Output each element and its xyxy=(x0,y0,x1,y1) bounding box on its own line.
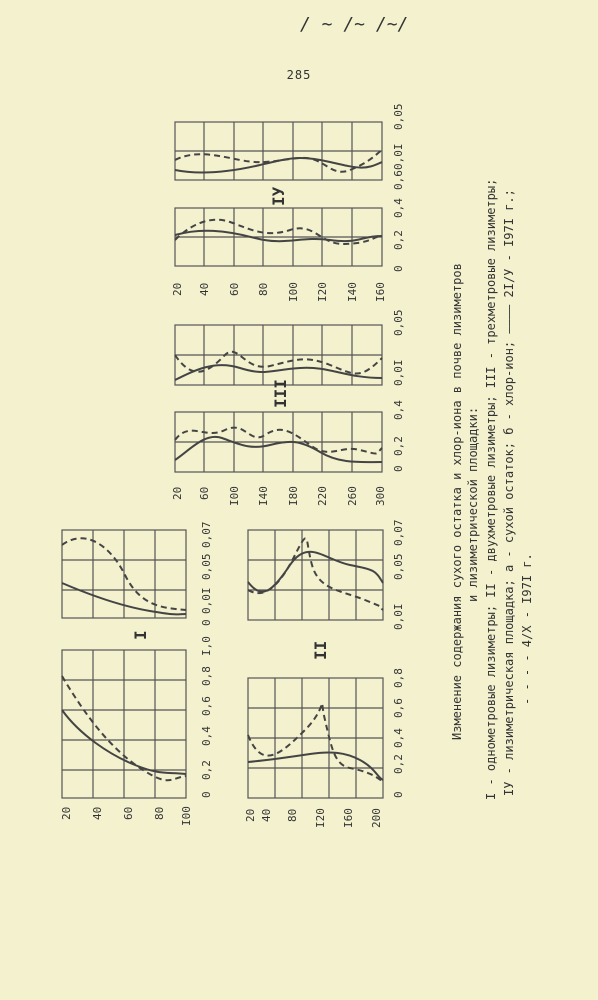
panel-III-depth-tick: 220 xyxy=(316,486,329,506)
panel-II-a-tick: 0 xyxy=(392,791,405,798)
panel-II-depth-tick: 200 xyxy=(370,808,383,828)
panel-II-b-tick: 0,07 xyxy=(392,519,405,546)
panel-I-a-tick: 0,6 xyxy=(200,696,213,716)
panel-IV-depth-tick: I40 xyxy=(346,282,359,302)
panel-I-b-tick: 0,05 xyxy=(200,553,213,580)
panel-IV-label: IУ xyxy=(269,186,288,206)
panel-I-a-tick: 0,2 xyxy=(200,760,213,780)
panel-III-a-tick: 0,4 xyxy=(392,400,405,420)
panel-III-b-tick: 0,05 xyxy=(392,309,405,336)
panel-III-a-solid xyxy=(175,437,382,462)
panel-III-depth-tick: 60 xyxy=(198,486,211,500)
panel-III-b-tick: 0,0I xyxy=(392,359,405,386)
panel-II-depth-tick: I60 xyxy=(342,808,355,828)
panel-III-depth-tick: 300 xyxy=(374,486,387,506)
panel-I-depth-tick: I00 xyxy=(180,806,193,826)
panel-II-label: II xyxy=(311,640,330,660)
panel-II-a-tick: 0,2 xyxy=(392,754,405,774)
panel-II-depth-tick: 20 xyxy=(244,808,257,822)
panel-IV-depth-tick: 80 xyxy=(257,282,270,296)
panel-IV-depth-tick: I60 xyxy=(374,282,387,302)
figure-legend-line-1: I - однометровые лизиметры; II - двухметровые лизиметры; III - трехметровые лизиметры; xyxy=(484,178,498,800)
panel-IV-a-tick: 0 xyxy=(392,265,405,272)
panel-I-a-tick: 0 xyxy=(200,791,213,798)
panel-I-depth-tick: 20 xyxy=(60,806,73,820)
panel-IV-depth-tick: 40 xyxy=(198,282,211,296)
panel-IV-depth-tick: I00 xyxy=(287,282,300,302)
panel-II-a-dashed xyxy=(248,703,383,782)
figure-legend-line-3: - - - - 4/X - I97I г. xyxy=(520,553,534,705)
figure-caption-title: Изменение содержания сухого остатка и хлор-иона в почве лизиметров xyxy=(450,263,464,740)
handwritten-note: / ~ /~ /~/ xyxy=(300,14,409,35)
panel-I-depth-tick: 80 xyxy=(153,806,166,820)
panel-III-a-tick: 0,2 xyxy=(392,436,405,456)
panel-I-label: I xyxy=(131,630,150,640)
panel-II xyxy=(248,530,383,798)
figure-legend-line-2: IУ - лизиметрическая площадка; а - сухой остаток; б - хлор-ион; ———— 2I/У - I97I г.; xyxy=(502,189,516,796)
panel-IV-depth-tick: 20 xyxy=(171,282,184,296)
panel-I-b-tick: 0,07 xyxy=(200,521,213,548)
panel-III-depth-tick: 20 xyxy=(171,486,184,500)
panel-III-a-tick: 0 xyxy=(392,465,405,472)
panel-III-depth-tick: 260 xyxy=(346,486,359,506)
panel-IV-depth-tick: 60 xyxy=(228,282,241,296)
panel-III-depth-tick: I00 xyxy=(228,486,241,506)
panel-I-a-tick: 0,4 xyxy=(200,726,213,746)
panel-I-b-tick: 0 xyxy=(200,619,213,626)
panel-III-a-dashed xyxy=(175,428,382,454)
panel-IV-b-tick: 0,05 xyxy=(392,103,405,130)
panel-III-label: III xyxy=(271,379,290,408)
panel-II-a-tick: 0,6 xyxy=(392,698,405,718)
panel-II-a-tick: 0,8 xyxy=(392,668,405,688)
panel-II-depth-tick: 40 xyxy=(260,808,273,822)
panel-III-depth-tick: I40 xyxy=(257,486,270,506)
panel-II-a-tick: 0,4 xyxy=(392,728,405,748)
panel-II-depth-tick: 80 xyxy=(286,808,299,822)
panel-I-depth-tick: 60 xyxy=(122,806,135,820)
panel-IV-a-tick: 0,2 xyxy=(392,230,405,250)
panel-I-a-tick: 0,8 xyxy=(200,666,213,686)
panel-IV-b-dashed xyxy=(175,150,382,172)
panel-I xyxy=(62,530,186,798)
panel-II-b-tick: 0,05 xyxy=(392,553,405,580)
panel-II-b-tick: 0,0I xyxy=(392,603,405,630)
panel-I-depth-tick: 40 xyxy=(91,806,104,820)
figure-caption-subtitle: и лизиметрической площадки: xyxy=(466,406,480,602)
panel-I-b-tick: 0,0I xyxy=(200,587,213,614)
panel-IV-a-tick: 0,4 xyxy=(392,198,405,218)
page-number: 285 xyxy=(286,68,312,82)
panel-IV-depth-tick: I20 xyxy=(316,282,329,302)
panel-III-depth-tick: I80 xyxy=(287,486,300,506)
panel-IV-a-tick: 0,6 xyxy=(392,170,405,190)
panel-IV-b-tick: 0,0I xyxy=(392,143,405,170)
panel-II-depth-tick: I20 xyxy=(314,808,327,828)
panel-II-b-dashed xyxy=(248,538,383,610)
panel-I-a-tick: I,0 xyxy=(200,636,213,656)
